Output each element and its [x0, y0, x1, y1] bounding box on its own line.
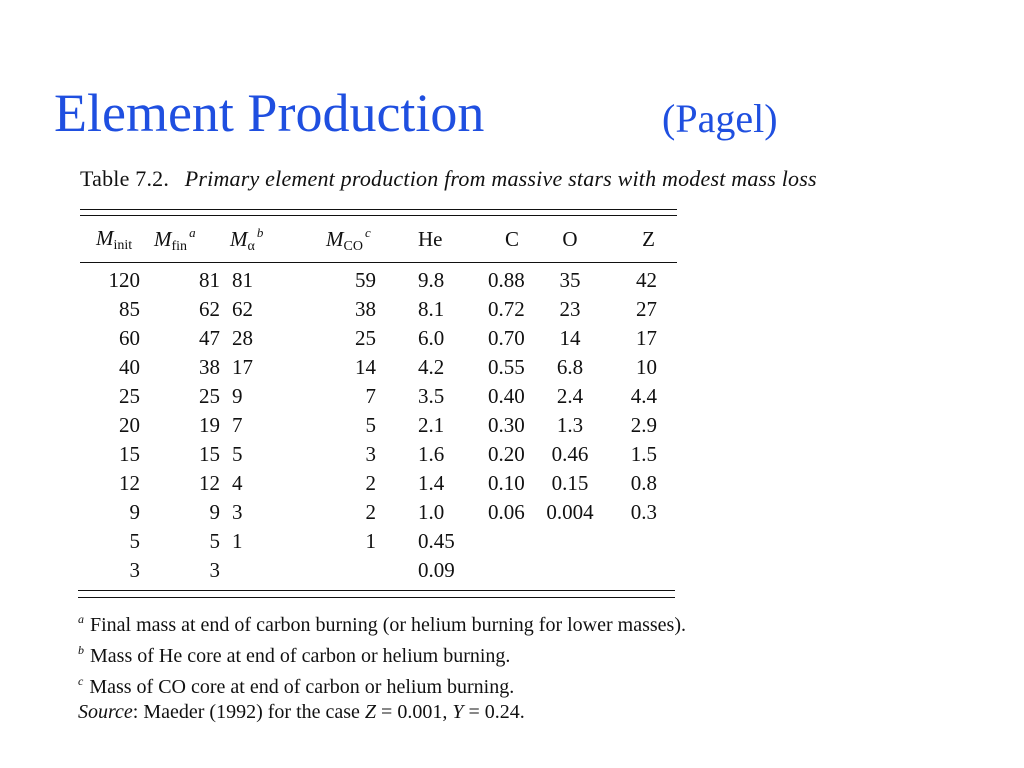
table-cell: 62 [199, 297, 220, 321]
table-cell: 0.3 [630, 500, 657, 524]
table-cell: 3 [365, 442, 376, 466]
table-cell: 0.46 [551, 442, 589, 466]
table-cell: 1.0 [418, 500, 445, 524]
table-cell: 4.4 [630, 384, 657, 408]
table-cell: 2.4 [556, 384, 584, 408]
source-var-y: Y [452, 701, 464, 723]
source-text-3: = 0.24. [463, 701, 525, 723]
table-cell: 5 [129, 529, 140, 553]
footnote-a-mark: a [78, 612, 84, 626]
table-cell [604, 556, 677, 585]
table-cell: 0.06 [488, 500, 525, 524]
table-cell: 120 [108, 268, 140, 292]
table-cell: 5 [209, 529, 220, 553]
column-header-label: Z [642, 227, 655, 251]
column-header-variable: M [326, 226, 344, 251]
table-cell: 60 [119, 326, 140, 350]
table-cell: 19 [199, 413, 220, 437]
table-cell: 0.09 [418, 558, 455, 582]
footnote-b [78, 638, 686, 669]
column-header [604, 223, 677, 256]
table-row [80, 353, 677, 382]
table-cell: 0.70 [488, 326, 525, 350]
table-body [80, 256, 677, 585]
column-header-variable: M [96, 225, 114, 250]
table-row [80, 295, 677, 324]
source-text-1: : Maeder (1992) for the case [132, 701, 365, 723]
table-row [80, 411, 677, 440]
table-bottom-rule-1 [78, 590, 675, 591]
table-cell [604, 527, 677, 556]
table-caption [80, 166, 817, 192]
table-cell: 1.3 [556, 413, 584, 437]
slide-subtitle: (Pagel) [662, 96, 778, 141]
table-row [80, 382, 677, 411]
source-var-z: Z [364, 701, 377, 723]
table-row [80, 498, 677, 527]
table-cell: 59 [355, 268, 376, 292]
table-cell: 0.45 [418, 529, 455, 553]
footnote-source [78, 700, 686, 725]
footnote-a [78, 607, 686, 638]
source-text-2: = 0.001, [376, 701, 453, 723]
column-header-subscript: init [113, 237, 133, 253]
table-cell: 14 [355, 355, 376, 379]
table-cell: 7 [232, 413, 243, 437]
table-cell: 38 [355, 297, 376, 321]
table-cell: 25 [355, 326, 376, 350]
table-cell: 0.72 [488, 297, 525, 321]
table-cell: 40 [119, 355, 140, 379]
table-cell: 10 [636, 355, 657, 379]
table-cell: 2.1 [418, 413, 445, 437]
table-cell: 81 [232, 268, 253, 292]
table-cell: 6.0 [418, 326, 445, 350]
column-header [140, 223, 220, 256]
footnote-a-text: Final mass at end of carbon burning (or helium burning for lower masses). [90, 614, 686, 636]
table-header-row [80, 223, 677, 256]
footnote-b-text: Mass of He core at end of carbon or helium burning. [90, 645, 511, 667]
footnote-c-text: Mass of CO core at end of carbon or helium burning. [89, 676, 515, 698]
table-cell: 20 [119, 413, 140, 437]
table-cell: 6.8 [556, 355, 584, 379]
column-header-subscript: fin [171, 238, 188, 254]
table-cell: 9 [232, 384, 243, 408]
table-cell: 2 [365, 500, 376, 524]
table-row [80, 469, 677, 498]
table-cell: 42 [636, 268, 657, 292]
column-header-label: C [504, 227, 519, 251]
table-cell: 17 [636, 326, 657, 350]
table-top-rule-1 [80, 209, 677, 210]
table-row [80, 556, 677, 585]
table-cell: 3.5 [418, 384, 445, 408]
table-cell: 0.15 [551, 471, 589, 495]
table-cell: 15 [119, 442, 140, 466]
footnote-c-mark: c [78, 674, 84, 688]
column-header-label: O [562, 227, 578, 251]
table-cell: 12 [119, 471, 140, 495]
table-cell [536, 527, 604, 556]
column-header [220, 223, 284, 256]
column-header-label: He [418, 227, 443, 251]
table-cell: 85 [119, 297, 140, 321]
table-cell: 35 [559, 268, 581, 292]
column-header [466, 223, 536, 256]
table-cell: 28 [232, 326, 253, 350]
table-cell: 9 [129, 500, 140, 524]
table-row [80, 324, 677, 353]
table-cell: 2.9 [630, 413, 657, 437]
table-cell: 0.8 [630, 471, 657, 495]
table-cell: 3 [129, 558, 140, 582]
table-cell: 15 [199, 442, 220, 466]
table-cell: 4.2 [418, 355, 445, 379]
table-cell: 0.10 [488, 471, 525, 495]
table-cell: 0.88 [488, 268, 525, 292]
table-cell [220, 556, 284, 585]
table-cell: 8.1 [418, 297, 445, 321]
table-cell: 3 [232, 500, 243, 524]
table-bottom-rule-2 [78, 597, 675, 598]
column-header-footnote-mark: b [256, 224, 264, 240]
table-cell: 12 [199, 471, 220, 495]
column-header-footnote-mark: c [364, 224, 371, 240]
table-cell: 25 [119, 384, 140, 408]
table-top-rule-2 [80, 215, 677, 216]
table-cell: 47 [199, 326, 220, 350]
table-cell: 5 [232, 442, 243, 466]
table-cell: 0.55 [488, 355, 525, 379]
table-cell: 1.5 [630, 442, 657, 466]
table-cell: 0.20 [488, 442, 525, 466]
table-cell: 1 [365, 529, 376, 553]
column-header-subscript: CO [343, 238, 363, 254]
table-footnotes [78, 607, 686, 725]
table-cell: 7 [365, 384, 376, 408]
slide-title: Element Production [54, 83, 485, 143]
footnote-b-mark: b [78, 643, 84, 657]
table-row [80, 440, 677, 469]
source-label: Source [78, 701, 133, 723]
table-cell: 81 [199, 268, 220, 292]
table-cell: 9.8 [418, 268, 445, 292]
table-cell: 25 [199, 384, 220, 408]
footnote-c [78, 669, 686, 700]
table-cell: 62 [232, 297, 253, 321]
table-cell: 2 [365, 471, 376, 495]
table-cell [466, 527, 536, 556]
table-cell: 27 [636, 297, 657, 321]
column-header-variable: M [230, 226, 248, 251]
table-cell [466, 556, 536, 585]
table-caption-text: Primary element production from massive stars with modest mass loss [184, 166, 817, 191]
table-cell: 38 [199, 355, 220, 379]
table-cell: 1.6 [418, 442, 445, 466]
table-row [80, 256, 677, 295]
column-header-subscript: α [247, 238, 255, 254]
table-cell: 23 [559, 297, 581, 321]
element-production-table [80, 223, 677, 585]
table-cell: 0.004 [546, 500, 594, 524]
table-cell [536, 556, 604, 585]
table-cell: 5 [365, 413, 376, 437]
column-header-footnote-mark: a [189, 224, 196, 240]
table-cell: 0.40 [488, 384, 525, 408]
table-row [80, 527, 677, 556]
column-header [536, 223, 604, 256]
table-cell: 17 [232, 355, 253, 379]
table-cell: 14 [559, 326, 581, 350]
column-header [376, 223, 466, 256]
table-cell: 3 [209, 558, 220, 582]
column-header-variable: M [154, 226, 172, 251]
table-cell: 0.30 [488, 413, 525, 437]
table-cell [284, 556, 376, 585]
table-cell: 1 [232, 529, 243, 553]
column-header [284, 223, 376, 256]
table-caption-label: Table 7.2. [80, 166, 170, 191]
table-cell: 1.4 [418, 471, 445, 495]
table-cell: 4 [232, 471, 243, 495]
column-header [80, 223, 140, 256]
table-cell: 9 [209, 500, 220, 524]
